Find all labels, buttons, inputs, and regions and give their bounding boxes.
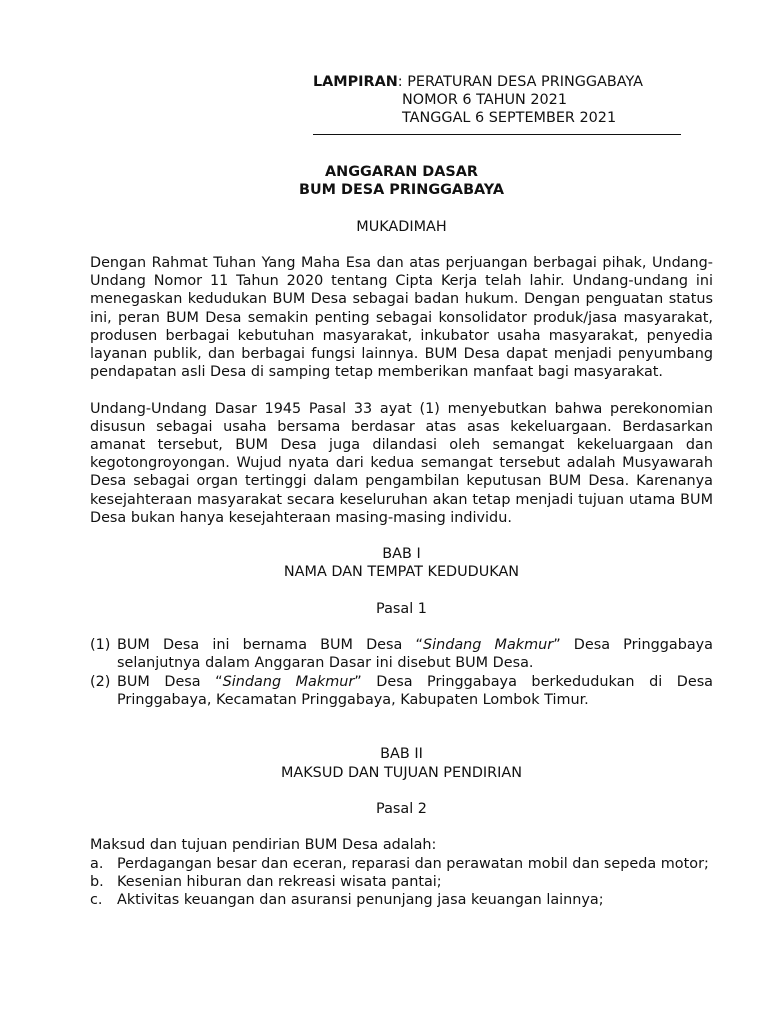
bab2-label: BAB II: [380, 746, 423, 763]
list-text: [117, 636, 713, 672]
bumdes-name: Sindang Makmur: [222, 673, 355, 690]
bumdes-name: Sindang Makmur: [422, 637, 554, 654]
list-letter: a.: [90, 855, 104, 872]
list-number: (1): [90, 637, 111, 654]
lampiran-header: [313, 73, 643, 127]
list-text: Aktivitas keuangan dan asuransi penunjang jasa keuangan lainnya;: [117, 891, 604, 908]
pasal2-heading: Pasal 2: [376, 800, 427, 817]
header-divider: [313, 134, 681, 135]
bab1-title: NAMA DAN TEMPAT KEDUDUKAN: [283, 564, 520, 581]
document-body: [90, 163, 713, 909]
list-text: Perdagangan besar dan eceran, reparasi dan perawatan mobil dan sepeda motor;: [117, 855, 709, 872]
lampiran-date: TANGGAL 6 SEPTEMBER 2021: [402, 110, 617, 126]
document-title-line1: ANGGARAN DASAR: [325, 164, 478, 180]
mukadimah-paragraph-1: Dengan Rahmat Tuhan Yang Maha Esa dan atas perjuangan berbagai pihak, Undang-Undang Nomor 11 Tahun 2020 tentang Cipta Kerja telah lahir. Undang-undang ini menegaskan kedudukan BUM Desa sebagai badan hukum. Dengan penguatan status ini, peran BUM Desa semakin penting sebagai konsolidator produk/jasa masyarakat, produsen berbagai kebutuhan masyarakat, inkubator usaha masyarakat, penyedia layanan publik, dan berbagai fungsi lainnya. BUM Desa dapat menjadi penyumbang pendapatan asli Desa di samping tetap memberikan manfaat bagi masyarakat.: [90, 254, 713, 381]
list-letter: c.: [90, 891, 103, 908]
list-item: [90, 855, 713, 873]
list-item: [90, 636, 713, 672]
list-text-part: ” Desa Pringgabaya selanjutnya dalam Anggaran Dasar ini disebut BUM Desa.: [117, 637, 713, 672]
list-letter: b.: [90, 873, 104, 890]
bab1-label: BAB I: [382, 546, 421, 563]
bab2-title: MAKSUD DAN TUJUAN PENDIRIAN: [280, 764, 523, 781]
list-item: [90, 873, 713, 891]
lampiran-label: LAMPIRAN: [313, 74, 398, 90]
list-text-part: ” Desa Pringgabaya berkedudukan di Desa Pringgabaya, Kecamatan Pringgabaya, Kabupaten Lombok Timur.: [117, 673, 714, 708]
lampiran-number: NOMOR 6 TAHUN 2021: [402, 92, 567, 108]
list-text: Kesenian hiburan dan rekreasi wisata pantai;: [117, 873, 442, 890]
list-text: [117, 673, 713, 709]
list-text-part: BUM Desa ini bernama BUM Desa “: [117, 637, 423, 654]
pasal1-heading: Pasal 1: [376, 600, 427, 617]
list-item: [90, 891, 713, 909]
list-item: [90, 673, 713, 709]
pasal2-intro: Maksud dan tujuan pendirian BUM Desa adalah:: [90, 837, 437, 854]
list-number: (2): [90, 673, 111, 690]
lampiran-regulation: : PERATURAN DESA PRINGGABAYA: [397, 74, 643, 90]
document-title-line2: BUM DESA PRINGGABAYA: [299, 182, 504, 199]
mukadimah-paragraph-2: Undang-Undang Dasar 1945 Pasal 33 ayat (1) menyebutkan bahwa perekonomian disusun sebagai usaha bersama berdasar atas asas kekeluargaan. Berdasarkan amanat tersebut, BUM Desa juga dilandasi oleh semangat kekeluargaan dan kegotongroyongan. Wujud nyata dari kedua semangat tersebut adalah Musyawarah Desa sebagai organ tertinggi dalam pengambilan keputusan BUM Desa. Karenanya kesejahteraan masyarakat secara keseluruhan akan tetap menjadi tujuan utama BUM Desa bukan hanya kesejahteraan masing-masing individu.: [90, 400, 713, 526]
list-text-part: BUM Desa “: [117, 673, 223, 690]
mukadimah-heading: MUKADIMAH: [356, 218, 447, 235]
